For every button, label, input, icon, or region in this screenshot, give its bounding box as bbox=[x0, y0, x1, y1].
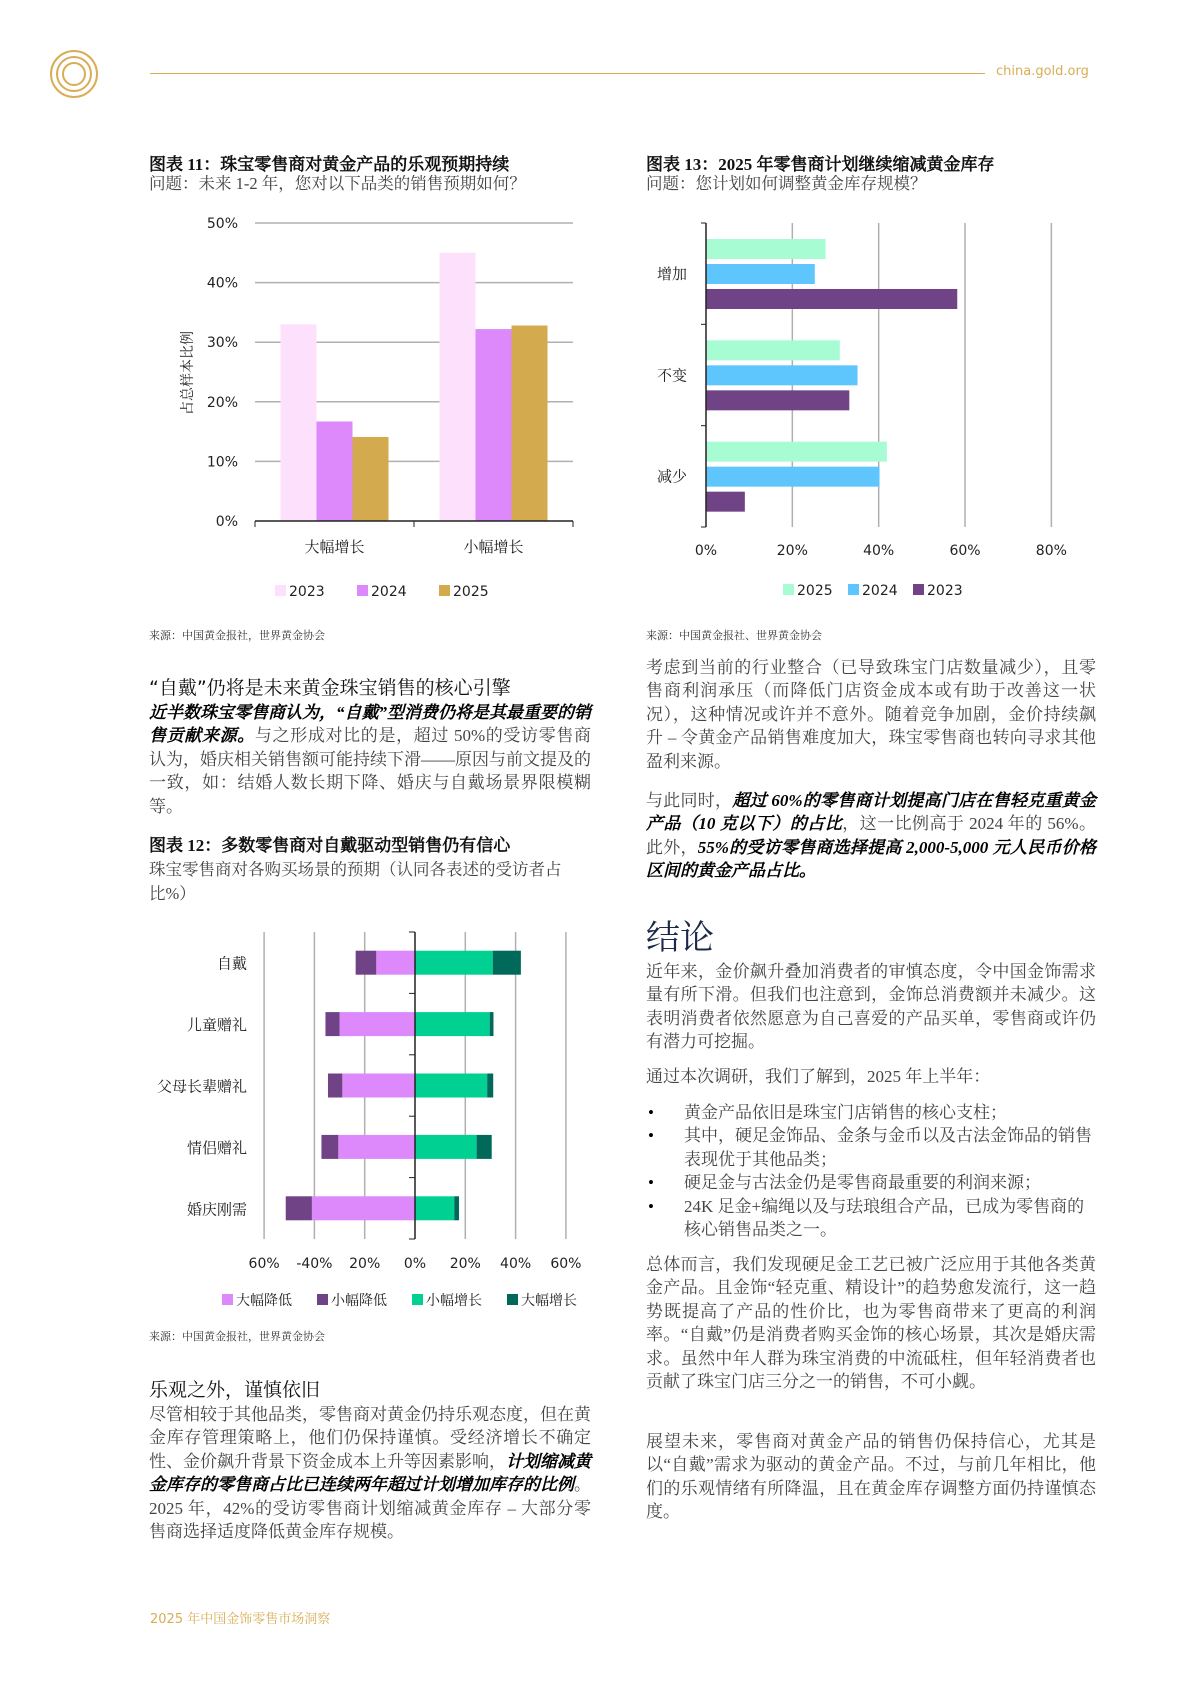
legend-swatch bbox=[357, 585, 368, 596]
y-axis-label: 占总样本比例 bbox=[180, 331, 196, 415]
figure-11-title: 图表 11：珠宝零售商对黄金产品的乐观预期持续 bbox=[149, 155, 510, 174]
x-tick-label: 60% bbox=[248, 1256, 280, 1272]
bar-大幅增长 bbox=[477, 1135, 492, 1159]
bar-2024 bbox=[706, 365, 858, 385]
x-tick-label: -40% bbox=[296, 1256, 333, 1272]
paragraph-emphasis: 计划缩减黄金库存的零售商占比已连续两年超过计划增加库存的比例 bbox=[149, 1451, 591, 1495]
figure-11-chart bbox=[140, 200, 600, 620]
y-tick-label: 0% bbox=[215, 514, 238, 530]
bar-大幅增长 bbox=[490, 1012, 494, 1036]
y-category-label: 自戴 bbox=[216, 954, 247, 973]
figure-13-source: 来源：中国黄金报社、世界黄金协会 bbox=[646, 630, 822, 642]
paragraph-emphasis: 近半数珠宝零售商认为，“自戴”型消费仍将是其最重要的销售贡献来源。 bbox=[149, 703, 591, 746]
legend-swatch bbox=[275, 585, 286, 596]
y-tick-label: 50% bbox=[206, 216, 238, 232]
y-category-label: 不变 bbox=[657, 366, 688, 385]
figure-13-subtitle: 问题：您计划如何调整黄金库存规模？ bbox=[646, 174, 927, 193]
bar-小幅增长 bbox=[415, 1196, 454, 1220]
paragraph-text: 尽管相较于其他品类，零售商对黄金仍持乐观态度，但在黄金库存管理策略上，他们仍保持谨慎。受经济增长不确定性、金价飙升背景下资金成本上升等因素影响， bbox=[149, 1405, 591, 1471]
bar-大幅降低 bbox=[342, 1074, 415, 1098]
figure-12-source: 来源：中国黄金报社，世界黄金协会 bbox=[149, 1331, 325, 1343]
x-tick-label: 60% bbox=[949, 543, 981, 559]
paragraph-emphasis: 超过 60%的零售商计划提高门店在售轻克重黄金产品（10 克以下）的占比 bbox=[646, 791, 1097, 834]
x-tick-label: 60% bbox=[550, 1256, 582, 1272]
bar-小幅增长 bbox=[415, 1012, 490, 1036]
legend-label: 2025 bbox=[797, 583, 833, 599]
bar-2023 bbox=[706, 390, 849, 410]
figure-12-chart bbox=[140, 915, 610, 1325]
legend-swatch bbox=[913, 584, 924, 595]
bar-2024 bbox=[317, 421, 353, 521]
bar-大幅降低 bbox=[338, 1135, 415, 1159]
legend-label: 2023 bbox=[927, 583, 963, 599]
y-category-label: 儿童赠礼 bbox=[186, 1016, 247, 1035]
list-item: • 24K 足金+编绳以及与珐琅组合产品，已成为零售商的核心销售品类之一。 bbox=[648, 1195, 1096, 1242]
bar-2023 bbox=[706, 492, 745, 512]
paragraph-overall: 总体而言，我们发现硬足金工艺已被广泛应用于其他各类黄金产品。且金饰“轻克重、精设计”的趋势愈发流行，这一趋势既提高了产品的性价比，也为零售商带来了更高的利润率。“自戴”仍是消费者购买金饰的核心场景，其次是婚庆需求。虽然中年人群为珠宝消费的中流砥柱，但年轻消费者也贡献了珠宝门店三分之一的销售，不可小觑。 bbox=[646, 1255, 1096, 1392]
bar-小幅降低 bbox=[328, 1074, 342, 1098]
x-tick-label: 0% bbox=[403, 1256, 427, 1272]
concentric-circles-logo-icon bbox=[48, 48, 100, 100]
bar-2024 bbox=[706, 264, 815, 284]
bar-2025 bbox=[706, 340, 840, 360]
legend-swatch bbox=[439, 585, 450, 596]
legend-swatch bbox=[783, 584, 794, 595]
y-category-label: 增加 bbox=[657, 265, 688, 283]
bar-小幅增长 bbox=[415, 951, 493, 975]
list-item: • 其中，硬足金饰品、金条与金币以及古法金饰品的销售表现优于其他品类； bbox=[648, 1124, 1096, 1171]
header-divider bbox=[150, 73, 985, 74]
y-category-label: 减少 bbox=[657, 467, 688, 486]
legend-label: 2024 bbox=[862, 583, 898, 599]
x-category-label: 大幅增长 bbox=[304, 538, 365, 556]
bar-2024 bbox=[476, 329, 512, 521]
bar-2025 bbox=[706, 442, 887, 462]
x-tick-label: 40% bbox=[500, 1256, 532, 1272]
bar-2025 bbox=[353, 437, 389, 521]
figure-13-chart bbox=[640, 200, 1110, 620]
y-tick-label: 10% bbox=[206, 454, 238, 471]
x-tick-label: 20% bbox=[776, 543, 808, 559]
y-category-label: 婚庆刚需 bbox=[186, 1200, 247, 1219]
paragraph-text: 。2025 年，42%的受访零售商计划缩减黄金库存 – 大部分零售商选择适度降低黄金库存规模。 bbox=[149, 1475, 591, 1542]
x-tick-label: 80% bbox=[1035, 543, 1067, 559]
legend-swatch bbox=[222, 1294, 233, 1305]
paragraph-industry: 考虑到当前的行业整合（已导致珠宝门店数量减少），且零售商利润承压（而降低门店资金成本或有助于改善这一状况），这种情况或许并不意外。随着竞争加剧，金价持续飙升 – 令黄金产品销售难度加大，珠宝零售商也转向寻求其他盈利来源。 bbox=[646, 658, 1096, 771]
bar-小幅降低 bbox=[321, 1135, 338, 1159]
paragraph-survey-intro: 通过本次调研，我们了解到，2025 年上半年： bbox=[646, 1067, 991, 1086]
bar-大幅增长 bbox=[454, 1196, 459, 1220]
bar-大幅增长 bbox=[487, 1074, 493, 1098]
paragraph-text: 与之形成对比的是，超过 50%的受访零售商认为，婚庆相关销售额可能持续下滑——原因与前文提及的一致，如：结婚人数长期下降、婚庆与自戴场景界限模糊等。 bbox=[149, 726, 592, 816]
section-heading-selfwear: “自戴”仍将是未来黄金珠宝销售的核心引擎 bbox=[149, 677, 511, 699]
x-tick-label: 0% bbox=[694, 543, 718, 559]
figure-11-subtitle: 问题：未来 1-2 年，您对以下品类的销售预期如何？ bbox=[149, 174, 526, 193]
bar-小幅降低 bbox=[356, 951, 377, 975]
site-link[interactable]: china.gold.org bbox=[996, 64, 1089, 79]
paragraph-light-weight bbox=[646, 789, 1096, 883]
bar-大幅降低 bbox=[376, 951, 415, 975]
legend-label: 2024 bbox=[371, 584, 407, 600]
legend-label: 小幅降低 bbox=[331, 1293, 387, 1309]
bar-大幅降低 bbox=[340, 1012, 415, 1036]
bar-2025 bbox=[512, 326, 548, 521]
y-tick-label: 20% bbox=[206, 394, 238, 411]
bar-小幅增长 bbox=[415, 1135, 477, 1159]
x-category-label: 小幅增长 bbox=[463, 538, 524, 556]
x-tick-label: 40% bbox=[863, 543, 895, 559]
list-item: • 硬足金与古法金仍是零售商最重要的利润来源； bbox=[648, 1171, 1096, 1194]
paragraph-emphasis: 55%的受访零售商选择提高 2,000-5,000 元人民币价格区间的黄金产品占比。 bbox=[646, 837, 1097, 881]
legend-swatch bbox=[412, 1294, 423, 1305]
legend-label: 大幅降低 bbox=[236, 1293, 292, 1309]
bar-大幅降低 bbox=[312, 1196, 415, 1220]
legend-label: 大幅增长 bbox=[521, 1293, 577, 1309]
figure-12-title: 图表 12：多数零售商对自戴驱动型销售仍有信心 bbox=[149, 836, 511, 855]
y-tick-label: 30% bbox=[206, 335, 238, 352]
paragraph-conclusion: 近年来，金价飙升叠加消费者的审慎态度，令中国金饰需求量有所下滑。但我们也注意到，金饰总消费额并未减少。这表明消费者依然愿意为自己喜爱的产品买单，零售商或许仍有潜力可挖掘。 bbox=[646, 962, 1096, 1052]
bar-2025 bbox=[706, 239, 826, 259]
bar-2023 bbox=[706, 289, 957, 309]
legend-label: 小幅增长 bbox=[426, 1293, 482, 1309]
findings-list bbox=[648, 1101, 1096, 1241]
conclusion-heading: 结论 bbox=[646, 918, 714, 958]
figure-13-title: 图表 13：2025 年零售商计划继续缩减黄金库存 bbox=[646, 155, 995, 174]
legend-swatch bbox=[317, 1294, 328, 1305]
x-tick-label: 20% bbox=[449, 1256, 481, 1272]
bar-小幅降低 bbox=[286, 1196, 312, 1220]
paragraph-text: 与此同时， bbox=[646, 791, 733, 810]
section-heading-caution: 乐观之外，谨慎依旧 bbox=[149, 1379, 321, 1401]
bar-2023 bbox=[281, 324, 317, 521]
footer-title: 2025 年中国金饰零售市场洞察 bbox=[150, 1612, 331, 1627]
bar-小幅降低 bbox=[325, 1012, 339, 1036]
figure-11-source: 来源：中国黄金报社，世界黄金协会 bbox=[149, 630, 325, 642]
x-tick-label: 20% bbox=[349, 1256, 381, 1272]
y-category-label: 情侣赠礼 bbox=[186, 1138, 247, 1157]
paragraph-caution bbox=[149, 1403, 591, 1543]
legend-label: 2025 bbox=[453, 584, 489, 600]
bar-大幅增长 bbox=[493, 951, 521, 975]
legend-label: 2023 bbox=[289, 584, 325, 600]
y-category-label: 父母长辈赠礼 bbox=[156, 1077, 247, 1096]
list-item: • 黄金产品依旧是珠宝门店销售的核心支柱； bbox=[648, 1101, 1096, 1124]
y-tick-label: 40% bbox=[206, 275, 238, 292]
bar-2023 bbox=[440, 253, 476, 521]
paragraph-text: ，这一比例高于 2024 年的 56%。此外， bbox=[646, 814, 1096, 857]
figure-12-subtitle: 珠宝零售商对各购买场景的预期（认同各表述的受访者占比%） bbox=[149, 860, 562, 903]
bar-2024 bbox=[706, 467, 880, 487]
paragraph-outlook: 展望未来，零售商对黄金产品的销售仍保持信心，尤其是以“自戴”需求为驱动的黄金产品。不过，与前几年相比，他们的乐观情绪有所降温，且在黄金库存调整方面仍持谨慎态度。 bbox=[646, 1432, 1096, 1522]
legend-swatch bbox=[507, 1294, 518, 1305]
paragraph-selfwear bbox=[149, 701, 591, 818]
bar-小幅增长 bbox=[415, 1074, 487, 1098]
legend-swatch bbox=[848, 584, 859, 595]
